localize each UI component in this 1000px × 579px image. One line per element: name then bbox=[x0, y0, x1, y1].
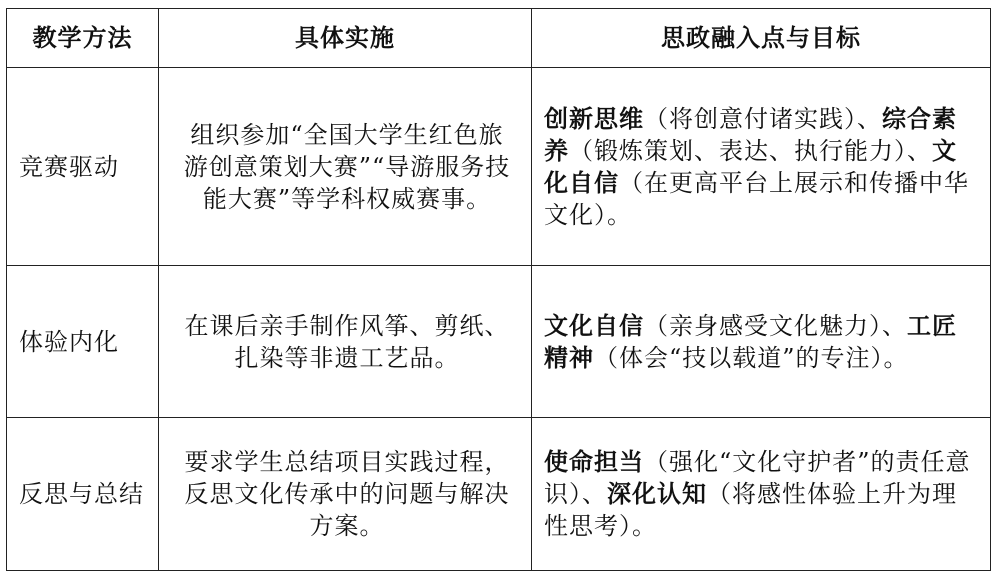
goal-keyword: 综合素养 bbox=[544, 103, 957, 165]
method-cell: 竞赛驱动 bbox=[7, 68, 159, 266]
goal-text: （锻炼策划、表达、执行能力）、 bbox=[569, 136, 932, 165]
goal-keyword: 文化自信 bbox=[544, 310, 644, 340]
goal-keyword: 深化认知 bbox=[607, 479, 707, 508]
method-cell: 体验内化 bbox=[7, 266, 159, 418]
header-teaching-method: 教学方法 bbox=[7, 9, 159, 68]
goal-keyword: 使命担当 bbox=[544, 447, 644, 476]
implementation-cell: 在课后亲手制作风筝、剪纸、扎染等非遗工艺品。 bbox=[159, 266, 532, 418]
table-row bbox=[7, 418, 991, 571]
goal-text: （强化“文化守护者”的责任意识）、 bbox=[544, 448, 971, 508]
method-cell: 反思与总结 bbox=[7, 418, 159, 571]
teaching-method-table-container bbox=[6, 8, 991, 571]
goal-cell bbox=[532, 266, 991, 418]
goal-cell bbox=[532, 418, 991, 571]
goal-text: （将创意付诸实践）、 bbox=[644, 104, 882, 133]
table-header-row bbox=[7, 9, 991, 68]
goal-text: （亲身感受文化魅力）、 bbox=[644, 311, 907, 340]
table-row bbox=[7, 68, 991, 266]
implementation-cell: 要求学生总结项目实践过程，反思文化传承中的问题与解决方案。 bbox=[159, 418, 532, 571]
header-ideological-goals: 思政融入点与目标 bbox=[532, 9, 991, 68]
goal-cell bbox=[532, 68, 991, 266]
header-implementation: 具体实施 bbox=[159, 9, 532, 68]
goal-text: （在更高平台上展示和传播中华文化）。 bbox=[544, 168, 969, 229]
goal-text: （体会“技以载道”的专注）。 bbox=[594, 343, 909, 372]
implementation-cell: 组织参加“全国大学生红色旅游创意策划大赛”“导游服务技能大赛”等学科权威赛事。 bbox=[159, 68, 532, 266]
goal-text: （将感性体验上升为理性思考）。 bbox=[544, 480, 957, 540]
teaching-method-table bbox=[6, 8, 991, 571]
goal-keyword: 工匠精神 bbox=[544, 310, 957, 372]
goal-keyword: 创新思维 bbox=[544, 103, 644, 133]
table-row bbox=[7, 266, 991, 418]
goal-keyword: 文化自信 bbox=[544, 135, 957, 197]
